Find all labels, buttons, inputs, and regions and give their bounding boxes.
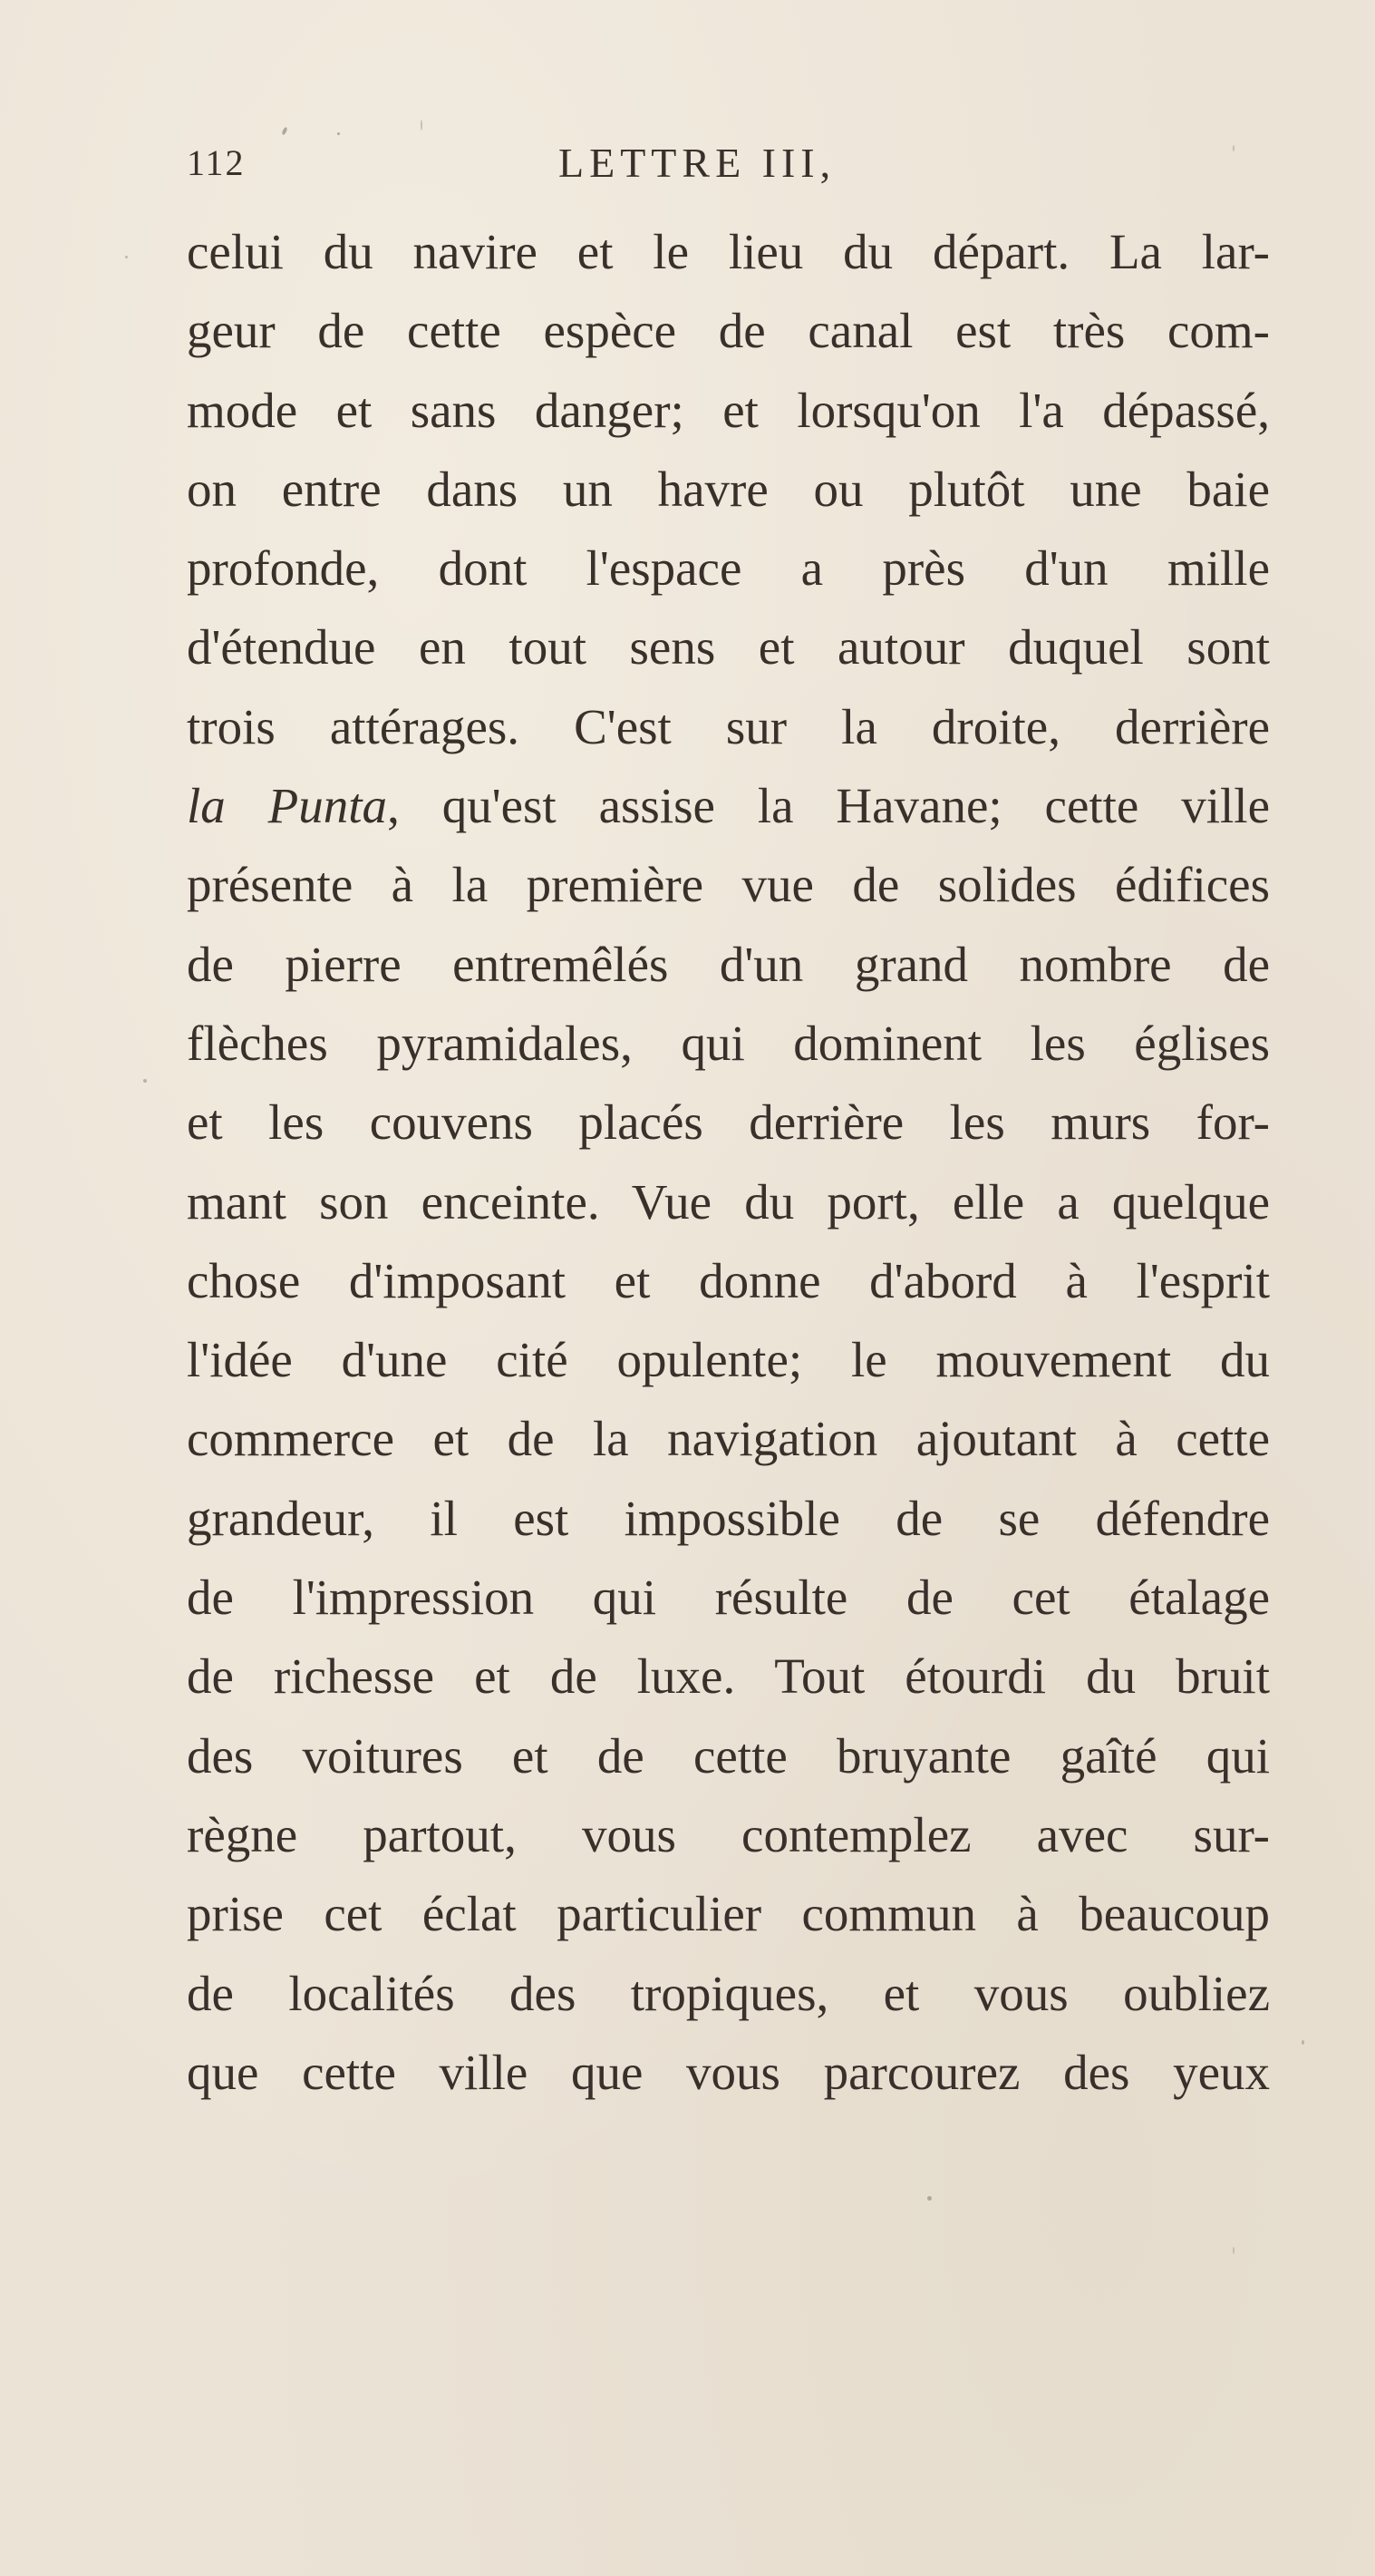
text-line: grandeur, il est impossible de se défendre bbox=[187, 1490, 1270, 1546]
text-line: des voitures et de cette bruyante gaîté qui bbox=[187, 1727, 1270, 1784]
text-fragment: , qu'est assise la Havane; cette ville bbox=[387, 778, 1270, 834]
paper-speck bbox=[337, 132, 340, 135]
italic-text: la Punta bbox=[187, 778, 388, 834]
text-line: présente à la première vue de solides édifices bbox=[187, 857, 1270, 913]
text-line: mant son enceinte. Vue du port, elle a quelque bbox=[187, 1173, 1270, 1230]
paper-speck bbox=[421, 120, 422, 131]
text-line: et les couvens placés derrière les murs for- bbox=[187, 1094, 1270, 1151]
text-line: on entre dans un havre ou plutôt une baie bbox=[187, 461, 1270, 517]
text-line: règne partout, vous contemplez avec sur- bbox=[187, 1806, 1270, 1862]
page-header bbox=[187, 136, 1270, 190]
text-line: l'idée d'une cité opulente; le mouvement du bbox=[187, 1332, 1270, 1388]
text-line: de l'impression qui résulte de cet étalage bbox=[187, 1570, 1270, 1626]
page-number: 112 bbox=[187, 142, 246, 183]
paper-speck bbox=[1233, 145, 1235, 151]
text-line: profonde, dont l'espace a près d'un mille bbox=[187, 540, 1270, 597]
text-line: que cette ville que vous parcourez des yeux bbox=[187, 2044, 1270, 2100]
text-line: mode et sans danger; et lorsqu'on l'a dépassé, bbox=[187, 382, 1270, 438]
running-head: LETTRE III, bbox=[558, 140, 837, 186]
text-line: chose d'imposant et donne d'abord à l'esprit bbox=[187, 1252, 1270, 1308]
paper-speck bbox=[1233, 2247, 1235, 2254]
text-line: commerce et de la navigation ajoutant à cette bbox=[187, 1411, 1270, 1467]
text-line: prise cet éclat particulier commun à beaucoup bbox=[187, 1886, 1270, 1942]
text-line: trois attérages. C'est sur la droite, derrière bbox=[187, 698, 1270, 754]
paper-speck bbox=[1302, 2040, 1304, 2045]
paper-speck bbox=[143, 1079, 147, 1083]
paper-speck bbox=[927, 2196, 932, 2201]
text-line: geur de cette espèce de canal est très com- bbox=[187, 303, 1270, 359]
text-line bbox=[187, 766, 1270, 845]
text-line: de richesse et de luxe. Tout étourdi du bruit bbox=[187, 1648, 1270, 1705]
text-line: celui du navire et le lieu du départ. La lar- bbox=[187, 224, 1270, 279]
text-line: de pierre entremêlés d'un grand nombre de bbox=[187, 936, 1270, 992]
text-line: d'étendue en tout sens et autour duquel sont bbox=[187, 619, 1270, 676]
text-line: flèches pyramidales, qui dominent les églises bbox=[187, 1015, 1270, 1071]
paper-speck bbox=[281, 127, 287, 136]
body-text bbox=[187, 212, 1270, 2112]
paper-speck bbox=[125, 256, 128, 258]
text-line: de localités des tropiques, et vous oubliez bbox=[187, 1965, 1270, 2021]
